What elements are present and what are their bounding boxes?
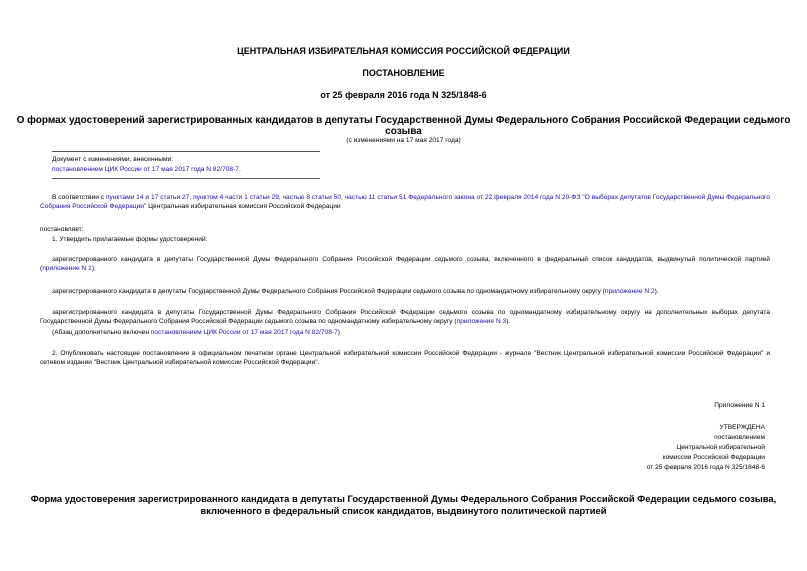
form-1-end: );: [91, 264, 96, 272]
added-note: [52, 329, 340, 338]
form-2-paragraph: [52, 288, 659, 297]
preamble-text: В соответствии с: [52, 194, 106, 201]
form-1-text: зарегистрированного кандидата в депутаты Государственной Думы Федерального Собрания Российской Федерации седьмого созыва, включенного в федеральный список кандидатов, выдвинутый политической партией (: [40, 256, 770, 272]
amendment-suffix: .: [238, 166, 241, 173]
item-2: 2. Опубликовать настоящее постановление в официальном печатном органе Центральной избирательной комиссии Российской Федерации - журнале "Вестник Центральной избирательной комиссии Российской Федерации" и сетевом издании "Вестник Центральной избирательной комиссии Российской Федерации".: [40, 350, 770, 366]
added-note-text: (Абзац дополнительно включен: [52, 329, 151, 336]
form-3-text: зарегистрированного кандидата в депутаты Государственной Думы Федерального Собрания Российской Федерации седьмого созыва по одномандатному избирательному округу на дополнительных выборах депутата Государственной Думы Федерального Собрания Российской Федерации седьмого созыва по одномандатному избирательному округу (: [40, 309, 770, 325]
added-note-link[interactable]: постановлением ЦИК России от 17 мая 2017 года N 82/708-7: [150, 329, 338, 336]
form-3-end: ).: [506, 317, 511, 325]
amendments-line: [52, 166, 241, 175]
organization-heading: ЦЕНТРАЛЬНАЯ ИЗБИРАТЕЛЬНАЯ КОМИССИЯ РОССИЙСКОЙ ФЕДЕРАЦИИ: [237, 46, 570, 56]
revision-note: (с изменениями на 17 мая 2017 года): [346, 137, 461, 144]
amendments-label: Документ с изменениями, внесенными:: [52, 156, 174, 163]
form-title-line-2: включенного в федеральный список кандидатов, выдвинутого политической партией: [200, 505, 607, 516]
item-1: 1. Утвердить прилагаемые формы удостоверений:: [52, 236, 208, 243]
approved-line-2: Центральной избирательной: [676, 444, 765, 451]
form-3-paragraph: [40, 309, 770, 326]
added-note-end: ): [337, 329, 340, 336]
appendix-2-link[interactable]: приложение N 2: [605, 288, 655, 295]
law-link[interactable]: пунктами 14 и 17 статьи 27, пунктом 4 части 1 статьи 29, частью 8 статьи 50, частью 11 статьи 51 Федерального закона от 22 февраля 2014 года N 20-ФЗ "О выборах депутатов Государственной Думы Федерального Собрания Российской Федерации": [40, 194, 770, 210]
form-2-text: зарегистрированного кандидата в депутаты Государственной Думы Федерального Собрания Российской Федерации седьмого созыва по одномандатному избирательному округу (: [52, 288, 605, 295]
form-2-end: ).: [654, 288, 659, 295]
appendix-3-link[interactable]: приложение N 3: [456, 317, 507, 325]
resolves-label: постановляет:: [40, 226, 84, 233]
amendments-bottom-rule: [52, 178, 320, 179]
approved-line-3: комиссии Российской Федерации: [662, 454, 765, 461]
preamble-text-end: Центральная избирательная комиссия Российской Федерации: [146, 202, 341, 210]
page-title: О формах удостоверений зарегистрированных кандидатов в депутаты Государственной Думы Федерального Собрания Российской Федерации седьмого созыва: [16, 115, 791, 137]
amendment-link[interactable]: постановлением ЦИК России от 17 мая 2017 года N 82/708-7: [52, 166, 239, 173]
approved-line-1: постановлением: [714, 434, 765, 441]
amendments-top-rule: [52, 151, 320, 152]
form-title-line-1: Форма удостоверения зарегистрированного кандидата в депутаты Государственной Думы Федерального Собрания Российской Федерации седьмого созыва,: [30, 493, 777, 504]
approved-label: УТВЕРЖДЕНА: [719, 424, 765, 431]
appendix-label: Приложение N 1: [714, 402, 765, 409]
preamble-paragraph: [40, 194, 770, 211]
appendix-1-link[interactable]: приложение N 1: [42, 264, 92, 272]
doc-type-heading: ПОСТАНОВЛЕНИЕ: [362, 68, 445, 78]
form-1-paragraph: [40, 256, 770, 273]
approved-line-4: от 25 февраля 2016 года N 325/1848-6: [646, 464, 765, 471]
doc-date-number: от 25 февраля 2016 года N 325/1848-6: [320, 90, 487, 100]
